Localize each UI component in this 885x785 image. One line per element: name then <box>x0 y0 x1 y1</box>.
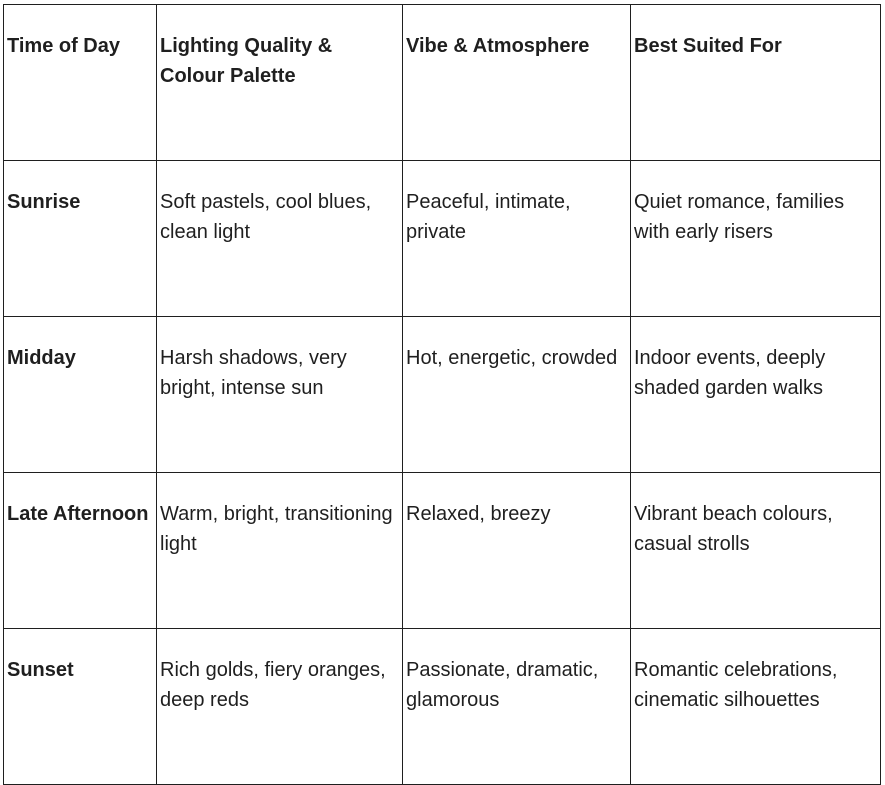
cell-lighting-quality: Soft pastels, cool blues, clean light <box>157 161 403 317</box>
comparison-table-container <box>3 4 881 785</box>
cell-best-suited-for: Indoor events, deeply shaded garden walks <box>631 317 881 473</box>
comparison-table <box>3 4 881 785</box>
cell-best-suited-for: Quiet romance, families with early risers <box>631 161 881 317</box>
cell-lighting-quality: Harsh shadows, very bright, intense sun <box>157 317 403 473</box>
header-lighting-quality: Lighting Quality & Colour Palette <box>157 5 403 161</box>
cell-vibe-atmosphere: Relaxed, breezy <box>403 473 631 629</box>
table-row-sunset <box>4 629 881 785</box>
cell-best-suited-for: Vibrant beach colours, casual strolls <box>631 473 881 629</box>
cell-time-of-day: Late Afternoon <box>4 473 157 629</box>
cell-best-suited-for: Romantic celebrations, cinematic silhouettes <box>631 629 881 785</box>
cell-vibe-atmosphere: Hot, energetic, crowded <box>403 317 631 473</box>
cell-time-of-day: Sunset <box>4 629 157 785</box>
header-row <box>4 5 881 161</box>
cell-time-of-day: Midday <box>4 317 157 473</box>
cell-lighting-quality: Warm, bright, transitioning light <box>157 473 403 629</box>
cell-vibe-atmosphere: Peaceful, intimate, private <box>403 161 631 317</box>
table-row-midday <box>4 317 881 473</box>
table-row-late-afternoon <box>4 473 881 629</box>
header-time-of-day: Time of Day <box>4 5 157 161</box>
cell-time-of-day: Sunrise <box>4 161 157 317</box>
table-header <box>4 5 881 161</box>
header-best-suited-for: Best Suited For <box>631 5 881 161</box>
table-row-sunrise <box>4 161 881 317</box>
cell-lighting-quality: Rich golds, fiery oranges, deep reds <box>157 629 403 785</box>
header-vibe-atmosphere: Vibe & Atmosphere <box>403 5 631 161</box>
table-body <box>4 161 881 785</box>
cell-vibe-atmosphere: Passionate, dramatic, glamorous <box>403 629 631 785</box>
